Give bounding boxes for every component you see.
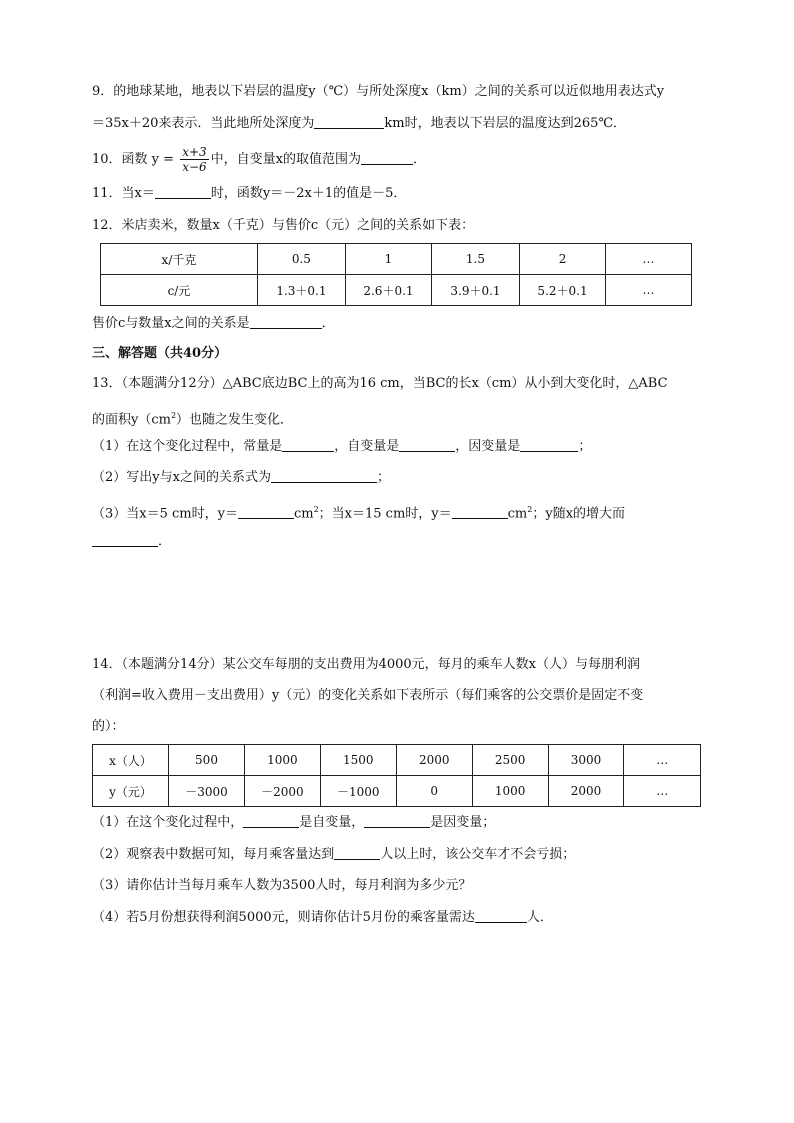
q14-p2-a: （2）观察表中数据可知，每月乘客量达到 [92, 847, 335, 862]
q10-prefix: 10．函数 y = [92, 152, 175, 167]
q10-fraction [180, 145, 208, 174]
q13-part2 [92, 468, 702, 488]
q9-text-b: km时，地表以下岩层的温度达到265℃． [384, 116, 626, 131]
q14-table-cell: 2000 [548, 776, 624, 807]
q11-text-b: 时，函数y＝－2x＋1的值是－5． [210, 186, 407, 201]
q13-p3-b: cm [293, 506, 314, 522]
q13-p2-blank[interactable] [271, 468, 377, 483]
q14-p2-blank[interactable] [334, 845, 380, 860]
q13-p2-a: （2）写出y与x之间的关系式为 [92, 470, 271, 485]
q14-table-cell: －2000 [244, 776, 320, 807]
section-heading: 三、解答题（共40分） [92, 346, 228, 361]
q14-part2 [92, 845, 702, 865]
q14-p1-blank1[interactable] [243, 813, 299, 828]
q12-table-cell: 1 [345, 244, 431, 275]
q12-table-row [101, 244, 692, 275]
q14-table [92, 744, 701, 807]
q12-after [92, 314, 702, 334]
q14-table-row [93, 776, 701, 807]
q13-part3 [92, 500, 702, 524]
q12-table [100, 243, 692, 306]
q9-text-a: ＝35x＋20来表示．当此地所处深度为 [92, 116, 315, 131]
q14-table-cell: … [624, 776, 701, 807]
q14-table-cell: 2500 [472, 745, 548, 776]
q13-line2-a: 的面积y（cm [92, 412, 171, 428]
q14-p4-b: 人． [526, 910, 553, 925]
q12-after-b: ． [321, 316, 335, 331]
q14-table-cell: 2000 [396, 745, 472, 776]
q13-p1-blank2[interactable] [399, 437, 455, 452]
q14-p4-blank[interactable] [475, 908, 527, 923]
q14-table-cell: －3000 [169, 776, 245, 807]
q12-table-cell: 0.5 [257, 244, 345, 275]
q14-line2: （利润=收入费用－支出费用）y（元）的变化关系如下表所示（每们乘客的公交票价是固定不变 [92, 688, 644, 703]
q13-p1-a: （1）在这个变化过程中，常量是 [92, 439, 283, 454]
q11-blank[interactable] [155, 184, 211, 199]
q12-blank[interactable] [250, 314, 322, 329]
q13-p3-sup1: 2 [313, 505, 319, 514]
q14-p1-blank2[interactable] [364, 813, 430, 828]
q13-line1: 13．（本题满分12分）△ABC底边BC上的高为16 cm，当BC的长x（cm）从小到大变化时，△ABC [92, 376, 668, 391]
q10-suffix-a: 中，自变量x的取值范围为 [210, 152, 361, 167]
q14-table-cell: 1500 [320, 745, 396, 776]
q10-denominator: x−6 [182, 160, 207, 174]
q13-p3-blank1[interactable] [238, 504, 294, 519]
q14-p2-b: 人以上时，该公交车才不会亏损； [380, 847, 576, 862]
q14-table-cell: 500 [169, 745, 245, 776]
q9-line1: 9．的地球某地，地表以下岩层的温度y（℃）与所处深度x（km）之间的关系可以近似地用表达式y [92, 84, 665, 99]
q12-table-cell: 5.2＋0.1 [519, 275, 605, 306]
q13-p3-blank3[interactable] [92, 532, 158, 547]
q14-line1: 14．（本题满分14分）某公交车每朋的支出费用为4000元，每月的乘车人数x（人）与每朋利润 [92, 657, 641, 672]
q13-p1-c: ，因变量是 [455, 439, 521, 454]
q14-p1-c: 是因变量； [430, 815, 496, 830]
q10-line [92, 144, 702, 176]
q12-after-a: 售价c与数量x之间的关系是 [92, 316, 250, 331]
q14-table-cell: 1000 [472, 776, 548, 807]
q11-line [92, 184, 702, 204]
q14-table-cell: x（人） [93, 745, 169, 776]
q13-p1-d: ； [578, 439, 592, 454]
q13-p3-blank2[interactable] [452, 504, 508, 519]
q9-line2 [92, 114, 702, 134]
q13-p2-b: ； [376, 470, 390, 485]
q12-table-cell: … [606, 275, 692, 306]
q9-blank[interactable] [314, 114, 384, 129]
q13-p1-b: ，自变量是 [334, 439, 400, 454]
q12-table-cell: … [606, 244, 692, 275]
q14-table-cell: －1000 [320, 776, 396, 807]
q13-line2-b: ）也随之发生变化． [176, 412, 294, 428]
q13-part3-cont [92, 532, 702, 552]
q13-p1-blank1[interactable] [282, 437, 334, 452]
q10-suffix-b: ． [413, 152, 427, 167]
q12-table-cell: 2.6＋0.1 [345, 275, 431, 306]
q12-table-cell: x/千克 [101, 244, 258, 275]
q13-p3-c: ；当x＝15 cm时，y＝ [318, 506, 452, 522]
q12-table-cell: 3.9＋0.1 [431, 275, 519, 306]
q14-part4 [92, 908, 702, 928]
q11-text-a: 11．当x＝ [92, 186, 155, 201]
q13-p3-sup2: 2 [527, 505, 533, 514]
q13-p1-blank3[interactable] [520, 437, 578, 452]
q14-p4-a: （4）若5月份想获得利润5000元，则请你估计5月份的乘客量需达 [92, 910, 475, 925]
q12-table-cell: c/元 [101, 275, 258, 306]
q13-part1 [92, 437, 702, 457]
q14-table-cell: 0 [396, 776, 472, 807]
q13-p3-f: ． [158, 534, 172, 549]
q13-line2 [92, 406, 702, 430]
q12-table-cell: 1.3＋0.1 [257, 275, 345, 306]
q14-part3: （3）请你估计当每月乘车人数为3500人时，每月利润为多少元？ [92, 878, 472, 893]
q14-table-cell: 3000 [548, 745, 624, 776]
q14-p1-a: （1）在这个变化过程中， [92, 815, 244, 830]
q14-table-cell: … [624, 745, 701, 776]
q10-blank[interactable] [361, 150, 413, 165]
q14-part1 [92, 813, 702, 833]
q14-table-cell: 1000 [244, 745, 320, 776]
q10-numerator: x+3 [182, 145, 207, 159]
q14-line3: 的）： [92, 719, 125, 734]
q14-p1-b: 是自变量， [299, 815, 365, 830]
q12-table-cell: 1.5 [431, 244, 519, 275]
q13-line2-sup: 2 [170, 411, 177, 420]
q12-table-cell: 2 [519, 244, 605, 275]
q14-table-row [93, 745, 701, 776]
q14-table-cell: y（元） [93, 776, 169, 807]
q13-p3-a: （3）当x＝5 cm时，y＝ [92, 506, 238, 522]
q12-table-row [101, 275, 692, 306]
q13-p3-d: cm [507, 506, 528, 522]
q12-text: 12．米店卖米，数量x（千克）与售价c（元）之间的关系如下表： [92, 218, 475, 233]
q13-p3-e: ；y随x的增大而 [532, 506, 626, 522]
